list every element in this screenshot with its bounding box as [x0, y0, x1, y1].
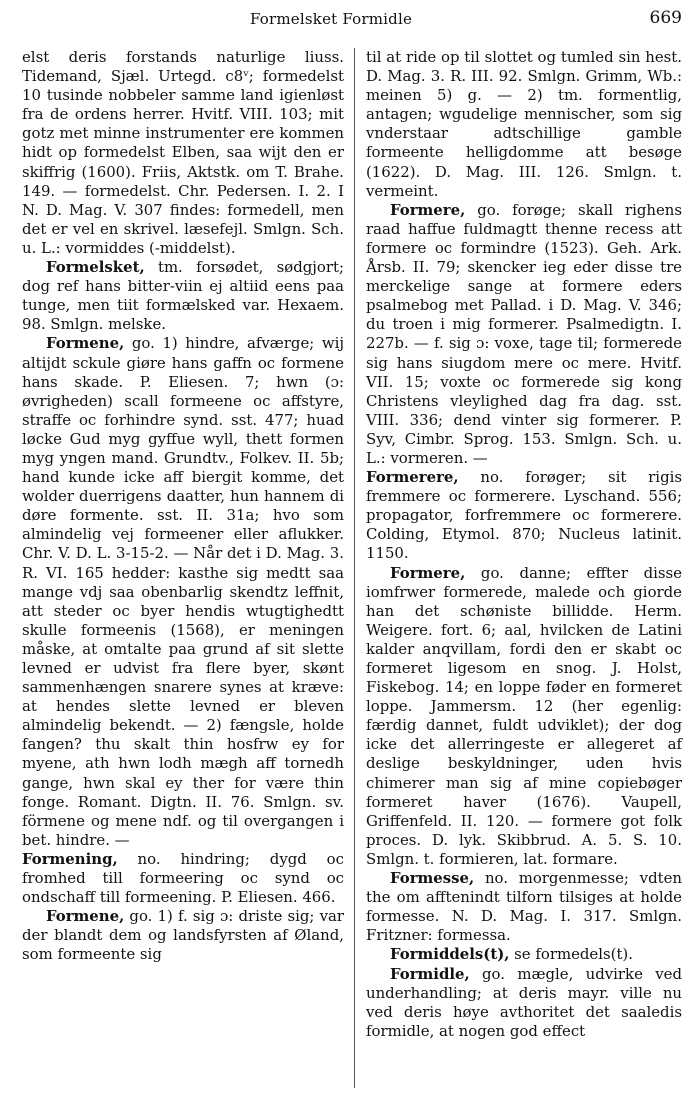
headword: Formere,	[390, 200, 466, 219]
entry-text: elst deris forstands naturlige liuss. Tidemand, Sjæl. Urtegd. c8ᵛ; formedelst 10 tusinde nobbeler samme land igienløst fra de ordens herrer. Hvitf. VIII. 103; mit gotz met minne instrumenter ere kommen hidt op formedelst Elben, saa wijt den er skiffrig (1600). Friis, Aktstk. om T. Brahe. 149. — formedelst. Chr. Pedersen. I. 2. I N. D. Mag. V. 307 findes: formedell, men det er vel en skrivel. læsefejl. Smlgn. Sch. u. L.: vormiddes (-middelst).	[22, 48, 344, 257]
headword: Formene,	[46, 334, 125, 353]
headword: Formelsket,	[46, 258, 145, 277]
headword: Formerere,	[366, 468, 459, 487]
column-divider	[354, 48, 355, 1088]
headword: Formene,	[46, 907, 125, 926]
dictionary-entry	[366, 945, 682, 964]
headword: Formidle,	[390, 964, 470, 983]
dictionary-entry	[22, 907, 344, 964]
page-header	[0, 6, 700, 32]
right-column	[366, 48, 682, 1041]
dictionary-entry	[366, 48, 682, 201]
entry-text: tm. forsødet, sødgjort; dog ref hans bitter-viin ej altiid eens paa tunge, men tiit formælsked var. Hexaem. 98. Smlgn. melske.	[22, 258, 344, 334]
headword: Formiddels(t),	[390, 945, 510, 964]
page-number: 669	[649, 8, 682, 28]
entry-text: se formedels(t).	[509, 945, 633, 964]
entry-text: til at ride op til slottet og tumled sin hest. D. Mag. 3. R. III. 92. Smlgn. Grimm, Wb.: meinen 5) g. — 2) tm. formentlig, antagen; wgudelige mennischer, som sig vnderstaar adtschillige gamble formeente helligdomme att besøge (1622). D. Mag. III. 126. Smlgn. t. vermeint.	[366, 48, 682, 200]
headword: Formesse,	[390, 869, 475, 888]
dictionary-entry	[22, 334, 344, 850]
dictionary-entry	[22, 258, 344, 334]
entry-text: no. hindring; dygd oc fromhed till formeering oc synd oc ondschaff till formeening. P. Eliesen. 466.	[22, 849, 344, 907]
dictionary-entry	[366, 869, 682, 945]
entry-text: go. mægle, udvirke ved underhandling; at deris mayr. ville nu ved deris høye avthoritet det saaledis formidle, at nogen god effect	[366, 964, 682, 1040]
headword: Formening,	[22, 849, 118, 868]
dictionary-entry	[366, 564, 682, 870]
dictionary-entry	[22, 48, 344, 258]
entry-text: no. morgenmesse; vdten the om afftenindt tilforn tilsiges at holde formesse. N. D. Mag. I. 317. Smlgn. Fritzner: formessa.	[366, 869, 682, 945]
entry-text: go. danne; effter disse iomfrwer formerede, malede och giorde han det schøniste billidde. Herm. Weigere. fort. 6; aal, hvilcken de Latini kalder anqvillam, fordi den er skabt oc formeret ligesom en snog. J. Holst, Fiskebog. 14; en loppe føder en formeret loppe. Jammersm. 12 (her egenlig: færdig dannet, fuldt udviklet); der dog icke det allerringeste er allegeret af deslige beskyldninger, uden hvis chimerer man sig af mine copiebøger formeret haver (1676). Vaupell, Griffenfeld. II. 120. — formere got folk proces. D. lyk. Skibbrud. A. 5. S. 10. Smlgn. t. formieren, lat. formare.	[366, 563, 682, 868]
dictionary-entry	[366, 201, 682, 468]
entry-text: go. 1) hindre, afværge; wij altijdt sckule giøre hans gaffn oc formene hans skade. P. Eliesen. 7; hwn (ɔ: øvrigheden) scall formeene oc affstyre, straffe oc forhindre synd. sst. 477; huad løcke Gud myg gyffue wyll, thett formen myg yngen mand. Grundtv., Folkev. II. 5b; hand kunde icke aff biergit komme, det wolder duerrigens daatter, hun hannem di døre formente. sst. II. 31a; hvo som almindelig vej formeener eller aflukker. Chr. V. D. L. 3-15-2. — Når det i D. Mag. 3. R. VI. 165 hedder: kasthe sig medtt saa mange vdj saa obenbarlig skendtz leffnit, att steder oc byer hendis wtugtighedtt skulle formeenis (1568), er meningen måske, at omtalte paa grund af sit slette levned er udvist fra flere byer, skønt sammenhængen snarere synes at kræve: at hendes slette levned er bleven almindelig bekendt. — 2) fængsle, holde fangen? thu skalt thin hosfrw ey for myene, ath hwn lodh mægh aff tornedh gange, hwn skal ey ther for være thin fonge. Romant. Digtn. II. 76. Smlgn. sv. förmene og mene ndf. og til overgangen i bet. hindre. —	[22, 334, 344, 849]
dictionary-entry	[366, 965, 682, 1041]
left-column	[22, 48, 344, 965]
entry-text: go. 1) f. sig ɔ: driste sig; var der blandt dem og landsfyrsten af Øland, som formeente sig	[22, 907, 344, 964]
headword: Formere,	[390, 563, 466, 582]
entry-text: go. forøge; skall righens raad haffue fuldmagtt thenne recess att formere oc formindre (1523). Geh. Ark. Årsb. II. 79; skencker ieg eder disse tre merckelige sange at formere eders psalmebog met Pallad. i D. Mag. V. 346; du troen i mig formerer. Psalmedigtn. I. 227b. — f. sig ɔ: voxe, tage til; formerede sig hans siugdom mere oc mere. Hvitf. VII. 15; voxte oc formerede sig kong Christens vleylighed dag fra dag. sst. VIII. 336; dend vinter sig formerer. P. Syv, Cimbr. Sprog. 153. Smlgn. Sch. u. L.: vormeren. —	[366, 200, 682, 467]
entry-text: no. forøger; sit rigis fremmere oc formerere. Lyschand. 556; propagator, forfremmere oc formerere. Colding, Etymol. 870; Nucleus latinit. 1150.	[366, 468, 682, 563]
dictionary-entry	[22, 850, 344, 907]
dictionary-entry	[366, 468, 682, 563]
running-head: Formelsket Formidle	[250, 10, 413, 28]
